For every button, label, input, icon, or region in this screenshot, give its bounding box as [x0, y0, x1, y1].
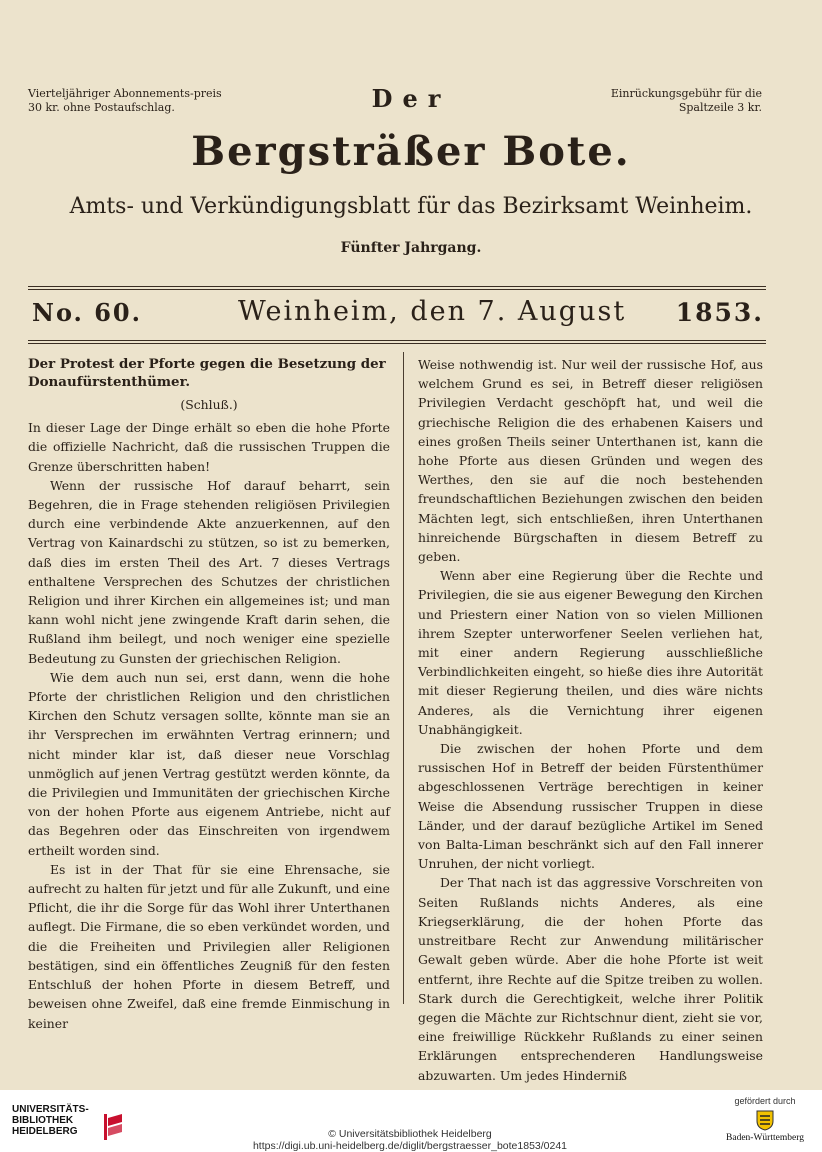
newspaper-title: Bergsträßer Bote.	[191, 128, 631, 175]
library-name-line: BIBLIOTHEK	[12, 1115, 74, 1126]
paragraph: Es ist in der That für sie eine Ehrensache, sie aufrecht zu halten für jetzt und für alle Zukunft, und eine Pflicht, die ihr die Sorge für das Wohl ihrer Unterthanen auflegt. Die Firmane, die so eben verkündet worden, und die die Freiheiten und Privilegien aller Religionen bestätigen, sind ein öffentliches Zeugniß für den festen Entschluß der hohen Pforte in diesem Betreff, und beweisen ohne Zweifel, daß eine fremde Einmischung in keiner	[28, 861, 390, 1031]
volume-label: Fünfter Jahrgang.	[340, 240, 482, 256]
paragraph: Die zwischen der hohen Pforte und dem russischen Hof in Betreff der beiden Fürstenthümer abgeschlossenen Verträge berechtigen in keiner Weise die Absendung russischer Truppen in diese Länder, und der darauf bezügliche Artikel im Sened von Balta-Liman beschränkt sich auf den Fall innerer Unruhen, der nicht vorliegt.	[418, 741, 763, 872]
issue-line	[28, 296, 766, 336]
subscription-note: Vierteljähriger Abonnements-preis 30 kr. ohne Postaufschlag.	[28, 87, 222, 114]
column-divider	[403, 352, 404, 1004]
copyright-block	[230, 1128, 590, 1152]
bottom-rule	[28, 340, 766, 344]
article-continuation: (Schluß.)	[180, 397, 238, 412]
newspaper-subtitle: Amts- und Verkündigungsblatt für das Bezirksamt Weinheim.	[69, 194, 753, 219]
paragraph: Weise nothwendig ist. Nur weil der russische Hof, aus welchem Grund es sei, in Betreff dieser religiösen Privilegien Verdacht geschöpft hat, und weil die griechische Religion die des erhabenen Kaisers und eines großen Theils seiner Unterthanen ist, kann die hohe Pforte aus diesen Gründen und wegen des Werthes, den sie auf die noch bestehenden freundschaftlichen Beziehungen zwischen den beiden Mächten legt, sich entschließen, ihren Unterthanen hinreichende Bürgschaften in diesem Betreff zu geben.	[418, 357, 763, 565]
university-emblem-icon	[102, 1112, 124, 1142]
permalink-url[interactable]: https://digi.ub.uni-heidelberg.de/diglit/bergstraesser_bote1853/0241	[252, 1140, 568, 1152]
top-rule	[28, 286, 766, 290]
issue-year: 1853.	[675, 298, 764, 327]
paragraph: Wenn aber eine Regierung über die Rechte und Privilegien, die sie aus eigener Bewegung den Kirchen und Priestern einer Nation von so vielen Millionen ihrem Szepter unterworfener Seelen verliehen hat, mit einer andern Regierung ausschließliche Verbindlichkeiten eingeht, so hieße dies ihre Autorität mit dieser Regierung theilen, und dies wäre nichts Anderes, als die Vernichtung ihrer eigenen Unabhängigkeit.	[418, 568, 763, 737]
sponsor-block	[720, 1096, 810, 1143]
paragraph: Der That nach ist das aggressive Vorschreiten von Seiten Rußlands nichts Anderes, als eine Kriegserklärung, die der hohen Pforte das unstreitbare Recht zur Anwendung militärischer Gewalt geben würde. Aber die hohe Pforte ist weit entfernt, ihre Rechte auf die Spitze treiben zu wollen. Stark durch die Gerechtigkeit, welche ihrer Politik gegen die Mächte zur Richtschnur dient, zieht sie vor, eine freiwillige Rückkehr Rußlands zu einer seinen Erklärungen entsprechenderen Handlungsweise abzuwarten. Um jedes Hinderniß	[418, 875, 763, 1083]
insertion-fee-note: Einrückungsgebühr für die Spaltzeile 3 kr.	[610, 87, 762, 114]
copyright-text: © Universitätsbibliothek Heidelberg	[328, 1128, 492, 1140]
issue-place-date: Weinheim, den 7. August	[238, 296, 627, 327]
paragraph: Wenn der russische Hof darauf beharrt, sein Begehren, die in Frage stehenden religiösen Privilegien durch eine verbindende Akte anzuerkennen, auf den Vertrag von Kainardschi zu stützen, so ist zu bemerken, daß dies im ersten Theil des Art. 7 dieses Vertrags enthaltene Versprechen des Schutzes der christlichen Religion und ihrer Kirchen ein allgemeines ist; und man kann wohl nicht jene zwingende Kraft darin sehen, die Rußland ihm beilegt, und noch weniger eine spezielle Bedeutung zu Gunsten der griechischen Religion.	[28, 477, 390, 666]
issue-number: No. 60.	[32, 298, 142, 327]
paragraph: Wie dem auch nun sei, erst dann, wenn die hohe Pforte der christlichen Religion und den christlichen Kirchen den Schutz versagen sollte, könnte man sie an ihr Versprechen im erwähnten Vertrag erinnern; und nicht minder klar ist, daß dieser neue Vorschlag unmöglich auf jenen Vertrag gestützt werden könnte, da die Privilegien und Immunitäten der griechischen Kirche von der hohen Pforte aus eigenem Antriebe, nicht auf das Begehren oder das Einschreiten von irgendwem ertheilt worden sind.	[28, 669, 390, 858]
paragraph: In dieser Lage der Dinge erhält so eben die hohe Pforte die offizielle Nachricht, daß die russischen Truppen die Grenze überschritten haben!	[28, 420, 390, 474]
library-name-line: UNIVERSITÄTS-	[12, 1104, 89, 1115]
sponsor-label: gefördert durch	[734, 1096, 796, 1106]
right-column	[418, 355, 763, 1085]
viewer-footer	[0, 1090, 822, 1152]
library-name-line: HEIDELBERG	[12, 1126, 78, 1137]
article-heading: Der Protest der Pforte gegen die Besetzung der Donaufürstenthümer.	[28, 356, 386, 390]
coat-of-arms-icon	[752, 1109, 778, 1131]
sponsor-name: Baden-Württemberg	[726, 1133, 804, 1143]
masthead-article: Der	[371, 84, 451, 113]
left-column	[28, 355, 390, 1033]
university-library-logo	[12, 1104, 132, 1144]
